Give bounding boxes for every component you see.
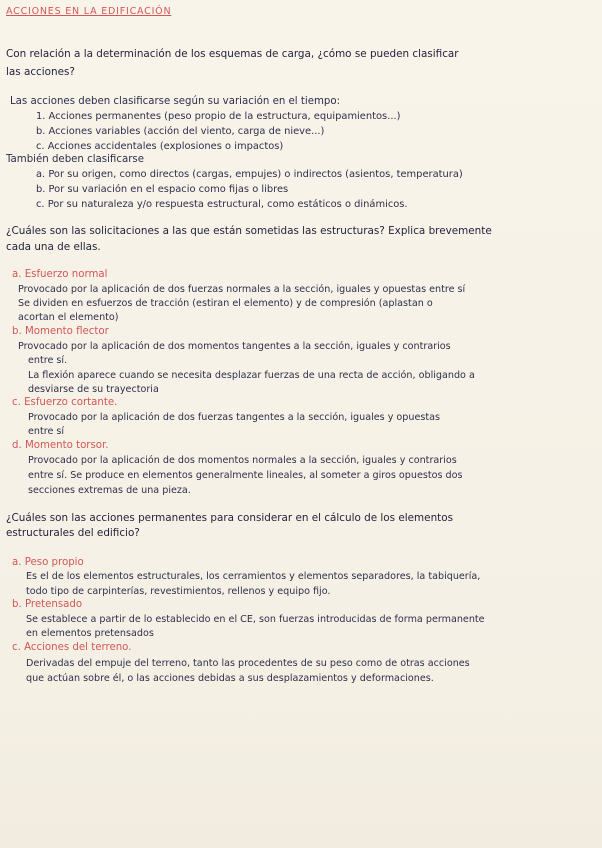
solicitation-a-line-3: acortan el elemento) xyxy=(18,312,119,323)
permanent-b-line-2: en elementos pretensados xyxy=(26,628,154,639)
question-1-line-1: Con relación a la determinación de los esquemas de carga, ¿cómo se pueden clasificar xyxy=(6,48,459,60)
blank-page-area xyxy=(0,700,602,848)
permanent-a-heading: a. Peso propio xyxy=(12,557,84,568)
answer-1-item-3: c. Acciones accidentales (explosiones o impactos) xyxy=(36,141,284,152)
solicitation-c-line-1: Provocado por la aplicación de dos fuerzas tangentes a la sección, iguales y opuestas xyxy=(28,412,441,423)
solicitation-b-heading: b. Momento flector xyxy=(12,326,109,337)
permanent-b-heading: b. Pretensado xyxy=(12,599,83,610)
solicitation-b-line-3: La flexión aparece cuando se necesita desplazar fuerzas de una recta de acción, obligando a xyxy=(28,370,475,381)
permanent-a-line-2: todo tipo de carpinterías, revestimientos, rellenos y equipo fijo. xyxy=(26,586,331,597)
question-2-line-1: ¿Cuáles son las solicitaciones a las que están sometidas las estructuras? Explica brevemente xyxy=(6,225,492,237)
permanent-a-line-1: Es el de los elementos estructurales, los cerramientos y elementos separadores, la tabiquería, xyxy=(26,571,481,582)
answer-1-variation: b. Por su variación en el espacio como fijas o libres xyxy=(36,184,289,195)
question-2-line-2: cada una de ellas. xyxy=(6,241,101,253)
permanent-c-line-1: Derivadas del empuje del terreno, tanto las procedentes de su peso como de otras acciones xyxy=(26,658,470,669)
answer-1-intro: Las acciones deben clasificarse según su variación en el tiempo: xyxy=(10,96,341,107)
solicitation-a-heading: a. Esfuerzo normal xyxy=(12,269,108,280)
answer-1-nature: c. Por su naturaleza y/o respuesta estructural, como estáticos o dinámicos. xyxy=(36,199,408,210)
solicitation-b-line-2: entre sí. xyxy=(28,355,68,366)
page-title: ACCIONES EN LA EDIFICACIÓN xyxy=(6,6,172,17)
solicitation-d-line-1: Provocado por la aplicación de dos momentos normales a la sección, iguales y contrarios xyxy=(28,455,457,466)
solicitation-d-line-3: secciones extremas de una pieza. xyxy=(28,485,191,496)
solicitation-c-heading: c. Esfuerzo cortante. xyxy=(12,397,118,408)
question-3-line-1: ¿Cuáles son las acciones permanentes para considerar en el cálculo de los elementos xyxy=(6,512,453,524)
solicitation-a-line-2: Se dividen en esfuerzos de tracción (estiran el elemento) y de compresión (aplastan o xyxy=(18,298,433,309)
permanent-c-heading: c. Acciones del terreno. xyxy=(12,642,132,653)
solicitation-b-line-4: desviarse de su trayectoria xyxy=(28,384,159,395)
permanent-c-line-2: que actúan sobre él, o las acciones debidas a sus desplazamientos y deformaciones. xyxy=(26,673,434,684)
answer-1-item-1: 1. Acciones permanentes (peso propio de la estructura, equipamientos...) xyxy=(36,111,401,122)
solicitation-d-heading: d. Momento torsor. xyxy=(12,440,109,451)
answer-1-origin: a. Por su origen, como directos (cargas, empujes) o indirectos (asientos, temperatura) xyxy=(36,169,463,180)
answer-1-item-2: b. Acciones variables (acción del viento, carga de nieve...) xyxy=(36,126,325,137)
solicitation-b-line-1: Provocado por la aplicación de dos momentos tangentes a la sección, iguales y contrarios xyxy=(18,341,451,352)
question-3-line-2: estructurales del edificio? xyxy=(6,527,140,539)
solicitation-c-line-2: entre sí xyxy=(28,426,65,437)
answer-1-also: También deben clasificarse xyxy=(6,154,144,165)
permanent-b-line-1: Se establece a partir de lo establecido en el CE, son fuerzas introducidas de forma permanente xyxy=(26,614,485,625)
solicitation-a-line-1: Provocado por la aplicación de dos fuerzas normales a la sección, iguales y opuestas entre sí xyxy=(18,284,466,295)
solicitation-d-line-2: entre sí. Se produce en elementos generalmente lineales, al someter a giros opuestos dos xyxy=(28,470,463,481)
question-1-line-2: las acciones? xyxy=(6,66,75,78)
